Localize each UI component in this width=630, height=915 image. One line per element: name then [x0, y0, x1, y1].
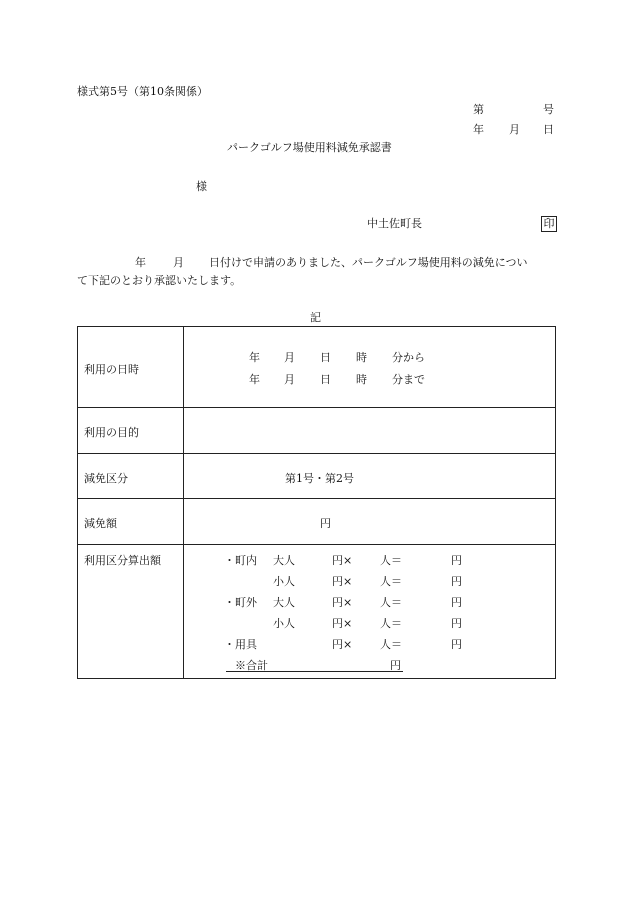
to-day: 日 — [320, 373, 331, 386]
body-line-1: 日付けで申請のありました、パークゴルフ場使用料の減免につい — [209, 256, 528, 269]
amount-label: 減免額 — [84, 517, 117, 530]
form-number: 様式第5号（第10条関係） — [77, 85, 208, 98]
approval-table — [77, 326, 556, 679]
category-value: 第1号・第2号 — [285, 472, 354, 485]
issuer-name: 中土佐町長 — [367, 217, 422, 230]
to-month: 月 — [284, 373, 295, 386]
calc-label: 利用区分算出額 — [84, 554, 161, 567]
table-row-calculation — [78, 545, 555, 680]
addressee-suffix: 様 — [196, 180, 207, 193]
calc-type: 大人 — [273, 554, 295, 567]
calc-total-label: ※合計 — [235, 659, 268, 672]
seal-mark: 印 — [541, 216, 557, 232]
calc-yen-times: 円× — [332, 575, 353, 588]
table-row-category — [78, 454, 555, 499]
calc-type: 小人 — [273, 575, 295, 588]
ki-heading: 記 — [310, 311, 321, 324]
calc-yen-times: 円× — [332, 596, 353, 609]
from-hour: 時 — [356, 351, 367, 364]
doc-number-dai: 第 — [473, 103, 484, 116]
date-year-label: 年 — [473, 123, 484, 136]
body-year: 年 — [135, 256, 146, 269]
calc-people-eq: 人＝ — [380, 638, 402, 651]
to-year: 年 — [249, 373, 260, 386]
category-label: 減免区分 — [84, 472, 128, 485]
calc-yen-times: 円× — [332, 617, 353, 630]
body-month: 月 — [173, 256, 184, 269]
total-underline — [226, 671, 403, 672]
table-row-usage-datetime — [78, 327, 555, 408]
to-minute: 分まで — [392, 373, 425, 386]
from-year: 年 — [249, 351, 260, 364]
calc-people-eq: 人＝ — [380, 575, 402, 588]
calc-yen: 円 — [451, 617, 462, 630]
purpose-label: 利用の目的 — [84, 426, 139, 439]
calc-yen-times: 円× — [332, 638, 353, 651]
date-day-label: 日 — [543, 123, 554, 136]
to-hour: 時 — [356, 373, 367, 386]
doc-number-go: 号 — [543, 103, 554, 116]
usage-datetime-label: 利用の日時 — [84, 363, 139, 376]
calc-type: 小人 — [273, 617, 295, 630]
from-month: 月 — [284, 351, 295, 364]
calc-people-eq: 人＝ — [380, 554, 402, 567]
calc-yen: 円 — [451, 596, 462, 609]
calc-yen: 円 — [451, 554, 462, 567]
calc-total-unit: 円 — [390, 659, 401, 672]
calc-yen-times: 円× — [332, 554, 353, 567]
document-title: パークゴルフ場使用料減免承認書 — [227, 141, 392, 154]
calc-group: ・町内 — [224, 554, 257, 567]
calc-yen: 円 — [451, 638, 462, 651]
calc-group: ・町外 — [224, 596, 257, 609]
amount-unit: 円 — [320, 517, 331, 530]
calc-people-eq: 人＝ — [380, 617, 402, 630]
table-row-amount — [78, 499, 555, 545]
date-month-label: 月 — [509, 123, 520, 136]
from-minute: 分から — [392, 351, 425, 364]
calc-people-eq: 人＝ — [380, 596, 402, 609]
body-line-2: て下記のとおり承認いたします。 — [77, 274, 242, 287]
from-day: 日 — [320, 351, 331, 364]
calc-yen: 円 — [451, 575, 462, 588]
table-row-purpose — [78, 408, 555, 454]
calc-type: 大人 — [273, 596, 295, 609]
calc-group: ・用具 — [224, 638, 257, 651]
